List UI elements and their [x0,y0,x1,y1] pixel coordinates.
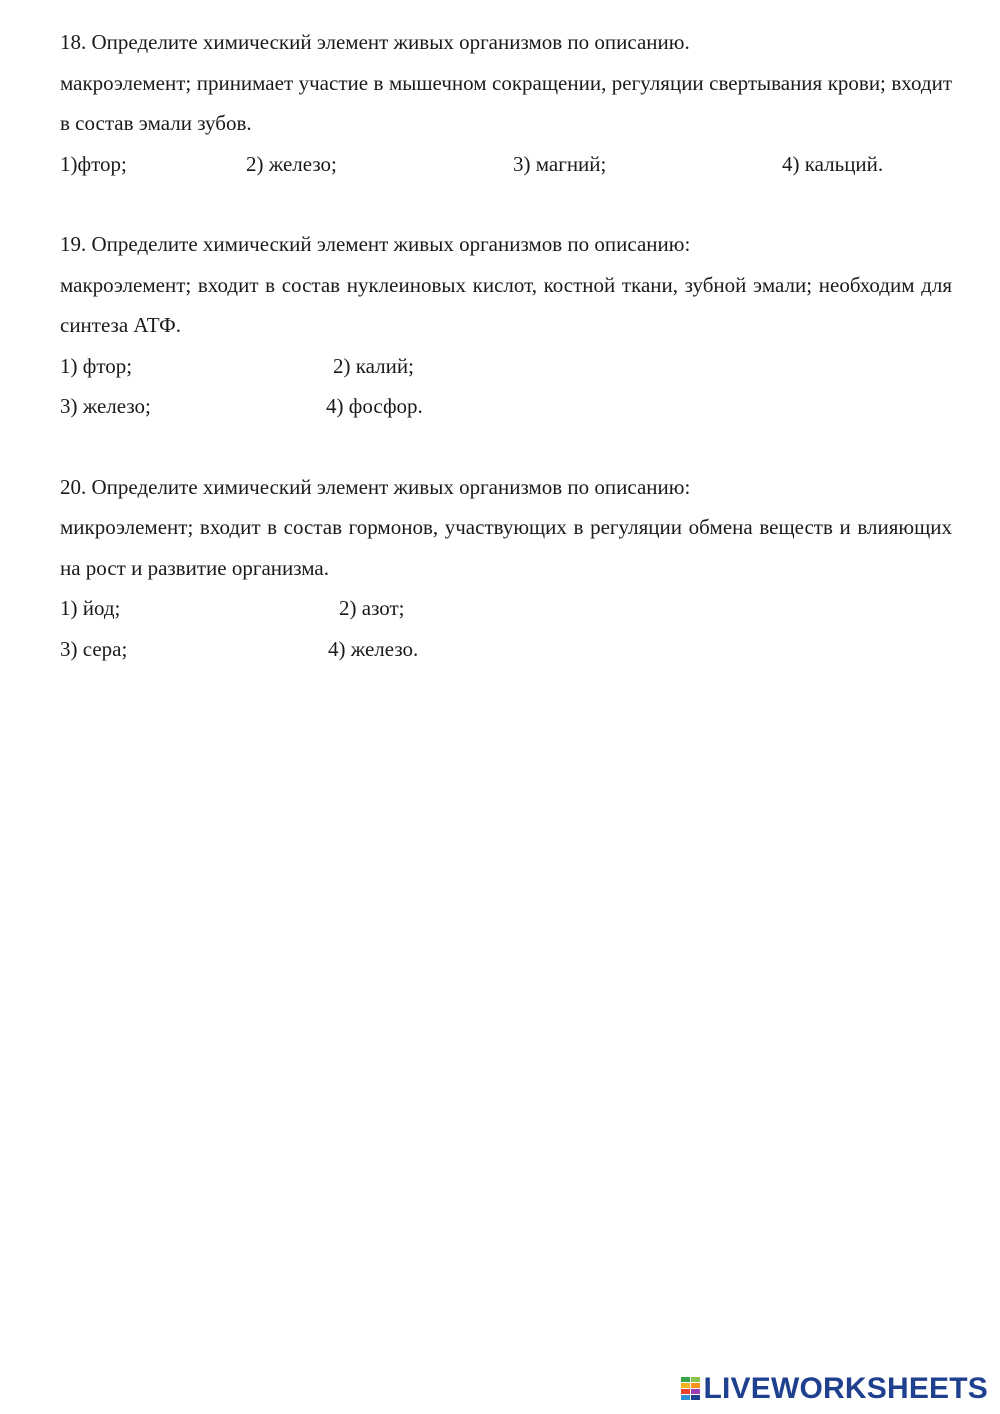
answer-option-2[interactable]: 2) азот; [339,596,405,620]
question-title: 19. Определите химический элемент живых организмов по описанию: [60,232,691,256]
question-20 [60,467,952,670]
answer-option-4[interactable]: 4) фосфор. [326,394,423,418]
answer-option-1[interactable]: 1) фтор; [60,353,133,378]
answer-option-3[interactable]: 3) сера; [60,636,128,661]
liveworksheets-watermark [681,1372,989,1406]
answer-options-row-1 [60,346,952,387]
answer-option-2[interactable]: 2) калий; [333,353,414,378]
answer-options-row-1 [60,588,952,629]
answer-option-1[interactable]: 1) йод; [60,596,121,620]
question-title: 18. Определите химический элемент живых организмов по описанию. [60,30,690,54]
answer-option-4[interactable]: 4) железо. [328,636,419,661]
question-description: микроэлемент; входит в состав гормонов, участвующих в регуляции обмена веществ и влияющих на рост и развитие организма. [60,515,952,580]
answer-options-row-2 [60,629,952,670]
answer-option-3[interactable]: 3) железо; [60,394,151,418]
question-19 [60,224,952,427]
answer-option-1[interactable]: 1)фтор; [60,151,127,176]
answer-option-3[interactable]: 3) магний; [513,151,607,176]
answer-options-row-2 [60,386,952,427]
answer-option-4[interactable]: 4) кальций. [782,151,884,176]
liveworksheets-logo-icon [681,1377,701,1401]
answer-option-2[interactable]: 2) железо; [246,151,337,176]
question-title: 20. Определите химический элемент живых организмов по описанию: [60,474,691,499]
question-18 [60,22,952,184]
worksheet-page [60,22,952,709]
question-description: макроэлемент; принимает участие в мышечном сокращении, регуляции свертывания крови; входит в состав эмали зубов. [60,70,952,135]
question-description: макроэлемент; входит в состав нуклеиновых кислот, костной ткани, зубной эмали; необходим для синтеза АТФ. [60,272,952,337]
liveworksheets-wordmark: LIVEWORKSHEETS [703,1372,988,1405]
answer-options [60,144,952,185]
